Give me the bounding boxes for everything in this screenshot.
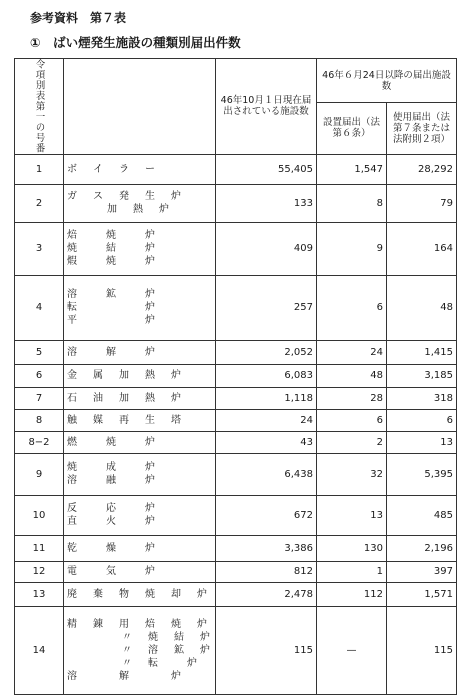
facility-type-line: 〃 溶 鉱 炉: [122, 644, 213, 656]
table-row: [15, 364, 457, 387]
facility-type-line: 煆 焼 炉: [67, 256, 158, 267]
facility-type: [64, 535, 216, 561]
facility-type: [64, 184, 216, 222]
row-number: 10: [15, 495, 64, 535]
table-row: [15, 453, 457, 495]
use-notice-count: 1,415: [387, 340, 457, 364]
row-number: 8: [15, 409, 64, 431]
table-row: [15, 582, 457, 606]
installed-count: 409: [216, 222, 317, 275]
facility-type-line: 焙 焼 炉: [67, 230, 158, 241]
facility-type: [64, 387, 216, 409]
use-notice-count: 397: [387, 561, 457, 582]
table-row: [15, 561, 457, 582]
installed-count: 115: [216, 606, 317, 694]
row-number: 4: [15, 275, 64, 340]
header-post-date-group: 46年６月24日以降の届出施設数: [317, 59, 457, 103]
section-title: ① ばい煙発生施設の種類別届出件数: [30, 35, 241, 50]
table-row: [15, 606, 457, 694]
table-row: [15, 535, 457, 561]
row-number: 2: [15, 184, 64, 222]
facility-type: [64, 222, 216, 275]
use-notice-count: 48: [387, 275, 457, 340]
installed-count: 812: [216, 561, 317, 582]
row-number: 12: [15, 561, 64, 582]
facility-type-line: 直 火 炉: [67, 516, 158, 527]
table-row: [15, 409, 457, 431]
facility-type-line: 転 炉: [67, 302, 158, 313]
facility-type-line: 廃 棄 物 焼 却 炉: [67, 588, 210, 600]
header-use-notice: 使用届出（法第７条または法附則２項）: [387, 103, 457, 154]
facility-type: [64, 606, 216, 694]
facility-type-line: 焼 結 炉: [67, 243, 158, 254]
table-row: [15, 431, 457, 453]
facility-type: [64, 453, 216, 495]
use-notice-count: 5,395: [387, 453, 457, 495]
setup-notice-count: 112: [317, 582, 387, 606]
use-notice-count: 1,571: [387, 582, 457, 606]
facility-type-line: 反 応 炉: [67, 503, 158, 514]
row-number: 9: [15, 453, 64, 495]
installed-count: 672: [216, 495, 317, 535]
table-header-row: [15, 59, 457, 103]
installed-count: 6,083: [216, 364, 317, 387]
table-row: [15, 387, 457, 409]
setup-notice-count: 13: [317, 495, 387, 535]
installed-count: 133: [216, 184, 317, 222]
header-installed-count: 46年10月１日現在届出されている施設数: [216, 59, 317, 155]
facility-type-line: 〃 焼 結 炉: [122, 631, 213, 643]
facility-type-line: 精 錬 用 焙 焼 炉: [67, 618, 210, 630]
facility-type: [64, 409, 216, 431]
table-row: [15, 340, 457, 364]
header-blank: [64, 59, 216, 155]
facility-type-line: 平 炉: [67, 315, 158, 326]
setup-notice-count: 1: [317, 561, 387, 582]
header-setup-notice: 設置届出（法第６条）: [317, 103, 387, 154]
setup-notice-count: 24: [317, 340, 387, 364]
row-number: 1: [15, 154, 64, 184]
installed-count: 257: [216, 275, 317, 340]
facility-type: [64, 275, 216, 340]
facility-type: [64, 340, 216, 364]
facility-type-line: 溶 解 炉: [67, 346, 158, 358]
use-notice-count: 28,292: [387, 154, 457, 184]
setup-notice-count: 2: [317, 431, 387, 453]
row-number: 14: [15, 606, 64, 694]
table-row: [15, 222, 457, 275]
facility-type: [64, 495, 216, 535]
use-notice-count: 164: [387, 222, 457, 275]
use-notice-count: 115: [387, 606, 457, 694]
facility-table: [14, 58, 457, 695]
table-row: [15, 275, 457, 340]
setup-notice-count: 32: [317, 453, 387, 495]
facility-type-line: ボ イ ラ ー: [67, 163, 158, 175]
facility-type-line: 金 属 加 熱 炉: [67, 370, 184, 381]
table-row: [15, 184, 457, 222]
facility-type-line: 溶 解 炉: [67, 670, 184, 682]
row-number: 13: [15, 582, 64, 606]
facility-type: [64, 364, 216, 387]
facility-type-line: ガ ス 発 生 炉: [67, 191, 184, 202]
installed-count: 55,405: [216, 154, 317, 184]
installed-count: 2,478: [216, 582, 317, 606]
setup-notice-count: 9: [317, 222, 387, 275]
facility-type-line: 溶 融 炉: [67, 475, 158, 486]
facility-type-line: 加 熱 炉: [107, 204, 172, 215]
row-number: 6: [15, 364, 64, 387]
row-number: 8−2: [15, 431, 64, 453]
facility-type-line: 焼 成 炉: [67, 462, 158, 473]
facility-type-line: 触 媒 再 生 塔: [67, 414, 184, 426]
installed-count: 1,118: [216, 387, 317, 409]
setup-notice-count: 6: [317, 275, 387, 340]
facility-type-line: 電 気 炉: [67, 566, 158, 577]
use-notice-count: 485: [387, 495, 457, 535]
header-order-number: 令項別表第一の号番: [15, 59, 64, 155]
use-notice-count: 3,185: [387, 364, 457, 387]
setup-notice-count: 6: [317, 409, 387, 431]
use-notice-count: 79: [387, 184, 457, 222]
installed-count: 3,386: [216, 535, 317, 561]
setup-notice-count: —: [317, 606, 387, 694]
setup-notice-count: 48: [317, 364, 387, 387]
facility-type-line: 乾 燥 炉: [67, 542, 158, 554]
facility-type-line: 燃 焼 炉: [67, 436, 158, 448]
facility-type-line: 〃 転 炉: [122, 657, 200, 669]
use-notice-count: 6: [387, 409, 457, 431]
setup-notice-count: 8: [317, 184, 387, 222]
row-number: 3: [15, 222, 64, 275]
use-notice-count: 2,196: [387, 535, 457, 561]
setup-notice-count: 130: [317, 535, 387, 561]
installed-count: 43: [216, 431, 317, 453]
facility-type-line: 石 油 加 熱 炉: [67, 392, 184, 404]
installed-count: 6,438: [216, 453, 317, 495]
row-number: 11: [15, 535, 64, 561]
facility-type: [64, 582, 216, 606]
facility-type: [64, 154, 216, 184]
use-notice-count: 13: [387, 431, 457, 453]
row-number: 7: [15, 387, 64, 409]
facility-type: [64, 561, 216, 582]
facility-type-line: 溶 鉱 炉: [67, 289, 158, 300]
installed-count: 24: [216, 409, 317, 431]
page-title: 参考資料 第７表: [30, 11, 127, 25]
setup-notice-count: 1,547: [317, 154, 387, 184]
facility-type: [64, 431, 216, 453]
table-row: [15, 154, 457, 184]
setup-notice-count: 28: [317, 387, 387, 409]
use-notice-count: 318: [387, 387, 457, 409]
table-row: [15, 495, 457, 535]
row-number: 5: [15, 340, 64, 364]
installed-count: 2,052: [216, 340, 317, 364]
